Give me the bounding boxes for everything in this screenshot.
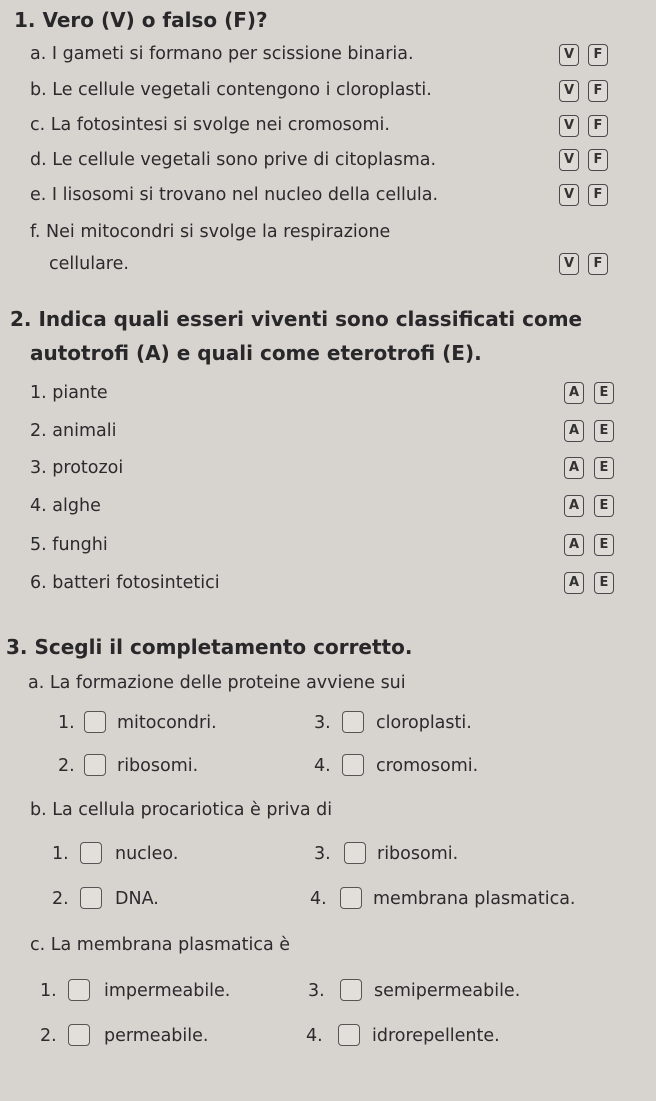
section-2-heading [10,307,582,331]
tf-item-e [30,185,438,205]
tf-item-d [30,150,436,170]
ae-item-1 [30,383,108,403]
tf-b-false-box[interactable]: F [588,80,608,102]
ae-item-5-num: 5. [30,535,47,555]
tf-item-f [30,222,390,242]
ae-4-autotroph-box[interactable]: A [564,495,584,517]
qa-opt1-num: 1. [58,713,75,733]
question-c-letter: c. [30,935,46,955]
ae-1-autotroph-box[interactable]: A [564,382,584,404]
ae-item-4-text: alghe [52,496,101,516]
qa-opt2-checkbox[interactable] [84,754,106,776]
qb-opt4-checkbox[interactable] [340,887,362,909]
tf-item-f-letter: f. [30,222,41,242]
qa-opt4-checkbox[interactable] [342,754,364,776]
tf-item-b-letter: b. [30,80,47,100]
ae-6-autotroph-box[interactable]: A [564,572,584,594]
qa-opt3-text: cloroplasti. [376,713,472,733]
section-1-heading [14,8,268,32]
qa-opt1-text: mitocondri. [117,713,217,733]
ae-item-1-text: piante [52,383,108,403]
qa-opt4-num: 4. [314,756,331,776]
qc-opt3-num: 3. [308,981,325,1001]
ae-item-3-num: 3. [30,458,47,478]
qa-opt3-checkbox[interactable] [342,711,364,733]
tf-d-false-box[interactable]: F [588,149,608,171]
ae-4-heterotroph-box[interactable]: E [594,495,614,517]
ae-item-2-num: 2. [30,421,47,441]
tf-c-true-box[interactable]: V [559,115,579,137]
tf-item-b-text: Le cellule vegetali contengono i cloroplasti. [52,80,432,100]
qb-opt3-text: ribosomi. [377,844,459,864]
qa-opt2-num: 2. [58,756,75,776]
question-a-letter: a. [28,673,45,693]
ae-2-autotroph-box[interactable]: A [564,420,584,442]
qb-opt4-num: 4. [310,889,327,909]
ae-item-6-num: 6. [30,573,47,593]
qb-opt2-checkbox[interactable] [80,887,102,909]
qb-opt1-num: 1. [52,844,69,864]
tf-c-false-box[interactable]: F [588,115,608,137]
section-3-title: Scegli il completamento corretto. [34,635,413,659]
qc-opt4-num: 4. [306,1026,323,1046]
tf-a-false-box[interactable]: F [588,44,608,66]
tf-item-c [30,115,390,135]
section-2-title-line2: autotrofi (A) e quali come eterotrofi (E). [30,341,482,365]
qc-opt1-text: impermeabile. [104,981,231,1001]
ae-item-1-num: 1. [30,383,47,403]
tf-b-true-box[interactable]: V [559,80,579,102]
tf-item-e-letter: e. [30,185,47,205]
tf-e-false-box[interactable]: F [588,184,608,206]
ae-3-autotroph-box[interactable]: A [564,457,584,479]
section-1-title: Vero (V) o falso (F)? [42,8,268,32]
tf-item-c-letter: c. [30,115,46,135]
qc-opt4-text: idrorepellente. [372,1026,500,1046]
question-a-stem [28,673,406,693]
tf-item-e-text: I lisosomi si trovano nel nucleo della cellula. [51,185,439,205]
tf-item-f-text: Nei mitocondri si svolge la respirazione [46,222,391,242]
qa-opt1-checkbox[interactable] [84,711,106,733]
qb-opt3-num: 3. [314,844,331,864]
tf-item-a [30,44,414,64]
tf-f-false-box[interactable]: F [588,253,608,275]
question-b-stem [30,800,332,820]
question-c-text: La membrana plasmatica è [50,935,291,955]
qb-opt2-text: DNA. [115,889,159,909]
ae-2-heterotroph-box[interactable]: E [594,420,614,442]
ae-item-5 [30,535,108,555]
section-2-title-line1: Indica quali esseri viventi sono classificati come [38,307,583,331]
qc-opt4-checkbox[interactable] [338,1024,360,1046]
qa-opt2-text: ribosomi. [117,756,199,776]
question-c-stem [30,935,290,955]
ae-item-4 [30,496,101,516]
ae-item-5-text: funghi [52,535,108,555]
ae-item-6 [30,573,220,593]
qc-opt3-checkbox[interactable] [340,979,362,1001]
qc-opt2-num: 2. [40,1026,57,1046]
qb-opt1-checkbox[interactable] [80,842,102,864]
ae-6-heterotroph-box[interactable]: E [594,572,614,594]
ae-item-6-text: batteri fotosintetici [52,573,220,593]
tf-item-a-text: I gameti si formano per scissione binaria. [51,44,414,64]
ae-item-3 [30,458,123,478]
tf-item-f-continuation: cellulare. [49,254,129,274]
ae-5-heterotroph-box[interactable]: E [594,534,614,556]
tf-a-true-box[interactable]: V [559,44,579,66]
section-2-number: 2. [10,307,32,331]
tf-item-b [30,80,432,100]
qb-opt2-num: 2. [52,889,69,909]
ae-1-heterotroph-box[interactable]: E [594,382,614,404]
qa-opt3-num: 3. [314,713,331,733]
qb-opt4-text: membrana plasmatica. [373,889,576,909]
ae-item-4-num: 4. [30,496,47,516]
ae-5-autotroph-box[interactable]: A [564,534,584,556]
tf-item-d-text: Le cellule vegetali sono prive di citoplasma. [52,150,437,170]
section-3-heading [6,635,412,659]
qc-opt2-checkbox[interactable] [68,1024,90,1046]
tf-f-true-box[interactable]: V [559,253,579,275]
ae-item-3-text: protozoi [52,458,124,478]
ae-3-heterotroph-box[interactable]: E [594,457,614,479]
ae-item-2-text: animali [52,421,117,441]
ae-item-2 [30,421,116,441]
question-a-text: La formazione delle proteine avviene sui [49,673,406,693]
tf-e-true-box[interactable]: V [559,184,579,206]
tf-item-a-letter: a. [30,44,47,64]
qc-opt1-checkbox[interactable] [68,979,90,1001]
tf-item-d-letter: d. [30,150,47,170]
qc-opt2-text: permeabile. [104,1026,209,1046]
section-3-number: 3. [6,635,28,659]
qc-opt3-text: semipermeabile. [374,981,521,1001]
qb-opt3-checkbox[interactable] [344,842,366,864]
question-b-text: La cellula procariotica è priva di [52,800,333,820]
tf-item-c-text: La fotosintesi si svolge nei cromosomi. [50,115,390,135]
section-1-number: 1. [14,8,36,32]
qb-opt1-text: nucleo. [115,844,179,864]
tf-d-true-box[interactable]: V [559,149,579,171]
question-b-letter: b. [30,800,47,820]
qc-opt1-num: 1. [40,981,57,1001]
qa-opt4-text: cromosomi. [376,756,479,776]
